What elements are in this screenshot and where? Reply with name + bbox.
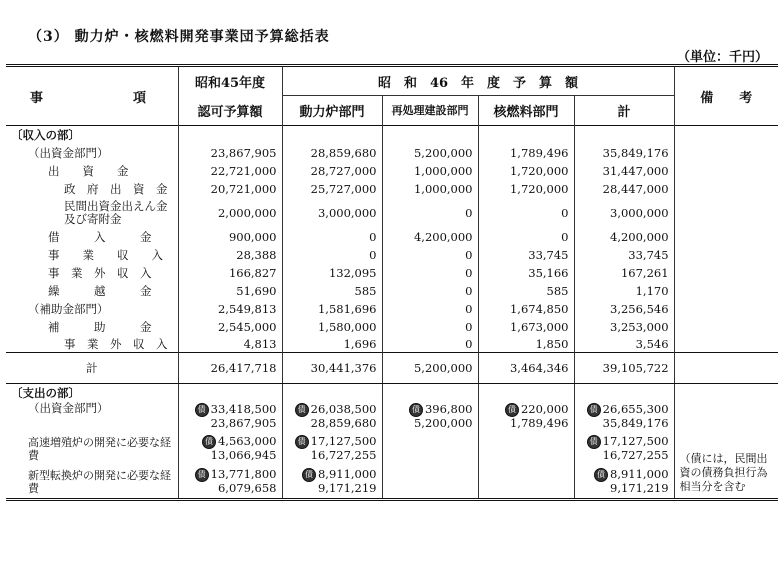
cell-total: 3,256,546 [574,300,674,318]
debt-mark-icon: 債 [295,435,309,449]
cell-fuel: 1,850 [478,336,574,353]
cell-remarks [674,300,778,318]
cell-reprocess: 4,200,000 [382,228,478,246]
cell-reprocess [382,126,478,144]
remarks-note: （債には，民間出資の債務負担行為相当分を含む [679,452,768,493]
expense-fbr-label: 高速増殖炉の開発に必要な経費 [28,435,171,462]
row-label: 政 府 出 資 金 [64,181,168,196]
expense-section-label: 〔支出の部〕 [11,385,80,400]
total-sum: 39,105,722 [574,353,674,384]
debt-mark-icon: 債 [295,403,309,417]
total-prev: 26,417,718 [178,353,282,384]
cell-reactor: 1,696 [282,336,382,353]
cell-reprocess: 0 [382,300,478,318]
cell-total: 4,200,000 [574,228,674,246]
header-col-fuel: 核燃料部門 [478,96,574,126]
exp-sub-reprocess: 債 396,800 5,200,000 [382,402,478,432]
cell-reactor: 28,859,680 [282,144,382,162]
exp-sub-fuel: 債 220,000 1,789,496 [478,402,574,432]
header-prev-bottom: 認可予算額 [178,96,282,126]
table-row [6,162,778,180]
atr-fuel [478,466,574,500]
expense-sub-row [6,402,778,432]
cell-reactor: 0 [282,246,382,264]
cell-prev: 22,721,000 [178,162,282,180]
debt-mark-icon: 債 [594,468,608,482]
cell-total: 31,447,000 [574,162,674,180]
table-row [6,144,778,162]
cell-reactor: 0 [282,228,382,246]
cell-remarks [674,144,778,162]
row-label: 事 業 外 収 入 [64,336,168,351]
cell-reprocess: 0 [382,198,478,228]
cell-fuel: 35,166 [478,264,574,282]
cell-prev: 51,690 [178,282,282,300]
fbr-total: 債 17,127,500 16,727,255 [574,432,674,466]
header-prev-top: 昭和45年度 [178,66,282,96]
cell-reprocess: 5,200,000 [382,144,478,162]
expense-atr-label: 新型転換炉の開発に必要な経費 [28,468,171,495]
debt-mark-icon: 債 [587,403,601,417]
cell-reprocess: 0 [382,282,478,300]
cell-total: 1,170 [574,282,674,300]
cell-total: 28,447,000 [574,180,674,198]
cell-prev: 20,721,000 [178,180,282,198]
total-reactor: 30,441,376 [282,353,382,384]
header-item: 事 項 [30,90,147,106]
atr-reprocess [382,466,478,500]
cell-total: 167,261 [574,264,674,282]
header-col-reprocess: 再処理建設部門 [382,96,478,126]
row-label: 〔収入の部〕 [11,127,80,142]
fbr-fuel [478,432,574,466]
cell-fuel: 1,720,000 [478,162,574,180]
cell-remarks [674,228,778,246]
remarks-note-cell [674,432,778,500]
cell-reactor: 1,581,696 [282,300,382,318]
expense-row-fbr [6,432,778,466]
row-label: （出資金部門） [28,145,109,160]
atr-prev: 債 13,771,800 6,079,658 [178,466,282,500]
cell-fuel: 0 [478,228,574,246]
table-row [6,198,778,228]
cell-reprocess: 0 [382,318,478,336]
fbr-prev: 債 4,563,000 13,066,945 [178,432,282,466]
cell-total: 35,849,176 [574,144,674,162]
cell-reprocess: 0 [382,246,478,264]
debt-mark-icon: 債 [202,435,216,449]
debt-mark-icon: 債 [302,468,316,482]
fbr-reactor: 債 17,127,500 16,727,255 [282,432,382,466]
exp-sub-prev: 債 33,418,500 23,867,905 [178,402,282,432]
table-row [6,318,778,336]
table-row [6,336,778,353]
cell-remarks [674,162,778,180]
row-label: （補助金部門） [28,301,109,316]
cell-prev: 166,827 [178,264,282,282]
table-row [6,126,778,144]
document-title: （3） 動力炉・核燃料開発事業団予算総括表 [28,29,330,45]
cell-remarks [674,318,778,336]
cell-fuel: 585 [478,282,574,300]
unit-label: （単位：千円） [676,50,768,65]
cell-reprocess: 0 [382,336,478,353]
cell-remarks [674,180,778,198]
income-section [6,126,778,336]
cell-reprocess: 0 [382,264,478,282]
table-row [6,264,778,282]
cell-fuel: 1,720,000 [478,180,574,198]
expense-section-row [6,384,778,402]
exp-sub-remarks [674,402,778,432]
row-label: 補 助 金 [48,319,152,334]
expense-row-atr [6,466,778,500]
cell-fuel: 1,673,000 [478,318,574,336]
cell-reprocess: 1,000,000 [382,162,478,180]
table-row [6,282,778,300]
cell-remarks [674,282,778,300]
total-reprocess: 5,200,000 [382,353,478,384]
header-col-total: 計 [574,96,674,126]
table-row [6,180,778,198]
row-label: 繰 越 金 [48,283,152,298]
expense-sub-label: （出資金部門） [28,400,109,415]
cell-remarks [674,198,778,228]
table-row [6,228,778,246]
cell-fuel: 33,745 [478,246,574,264]
atr-total: 債 8,911,000 9,171,219 [574,466,674,500]
header-remarks: 備 考 [674,66,778,126]
cell-reactor: 132,095 [282,264,382,282]
cell-prev: 2,545,000 [178,318,282,336]
atr-reactor: 債 8,911,000 9,171,219 [282,466,382,500]
cell-remarks [674,246,778,264]
cell-total: 3,000,000 [574,198,674,228]
total-label: 計 [6,353,178,384]
cell-total: 3,546 [574,336,674,353]
cell-fuel: 0 [478,198,574,228]
cell-prev [178,126,282,144]
budget-table [6,64,778,501]
cell-total: 3,253,000 [574,318,674,336]
cell-reactor: 25,727,000 [282,180,382,198]
row-label: 借 入 金 [48,229,152,244]
total-fuel: 3,464,346 [478,353,574,384]
exp-sub-total: 債 26,655,300 35,849,176 [574,402,674,432]
table-row [6,300,778,318]
total-remarks [674,353,778,384]
cell-total: 33,745 [574,246,674,264]
exp-sub-reactor: 債 26,038,500 28,859,680 [282,402,382,432]
debt-mark-icon: 債 [587,435,601,449]
fbr-reprocess [382,432,478,466]
row-label: 事 業 収 入 [48,247,163,262]
cell-remarks [674,336,778,353]
cell-reactor: 585 [282,282,382,300]
table-row [6,246,778,264]
header-col-reactor: 動力炉部門 [282,96,382,126]
cell-total [574,126,674,144]
cell-prev: 28,388 [178,246,282,264]
cell-remarks [674,126,778,144]
cell-prev: 4,813 [178,336,282,353]
cell-prev: 2,549,813 [178,300,282,318]
row-label: 出 資 金 [48,163,129,178]
cell-reactor: 1,580,000 [282,318,382,336]
cell-remarks [674,264,778,282]
cell-reactor: 3,000,000 [282,198,382,228]
row-label: 民間出資金出えん金及び寄附金 [64,198,168,226]
cell-reactor [282,126,382,144]
cell-fuel: 1,674,850 [478,300,574,318]
cell-prev: 2,000,000 [178,198,282,228]
header-budget-title: 昭 和 46 年 度 予 算 額 [282,66,674,96]
debt-mark-icon: 債 [195,403,209,417]
cell-reactor: 28,727,000 [282,162,382,180]
cell-fuel: 1,789,496 [478,144,574,162]
debt-mark-icon: 債 [195,468,209,482]
total-row [6,353,778,384]
cell-fuel [478,126,574,144]
cell-reprocess: 1,000,000 [382,180,478,198]
row-label: 事 業 外 収 入 [48,265,152,280]
cell-prev: 900,000 [178,228,282,246]
debt-mark-icon: 債 [505,403,519,417]
debt-mark-icon: 債 [409,403,423,417]
cell-prev: 23,867,905 [178,144,282,162]
